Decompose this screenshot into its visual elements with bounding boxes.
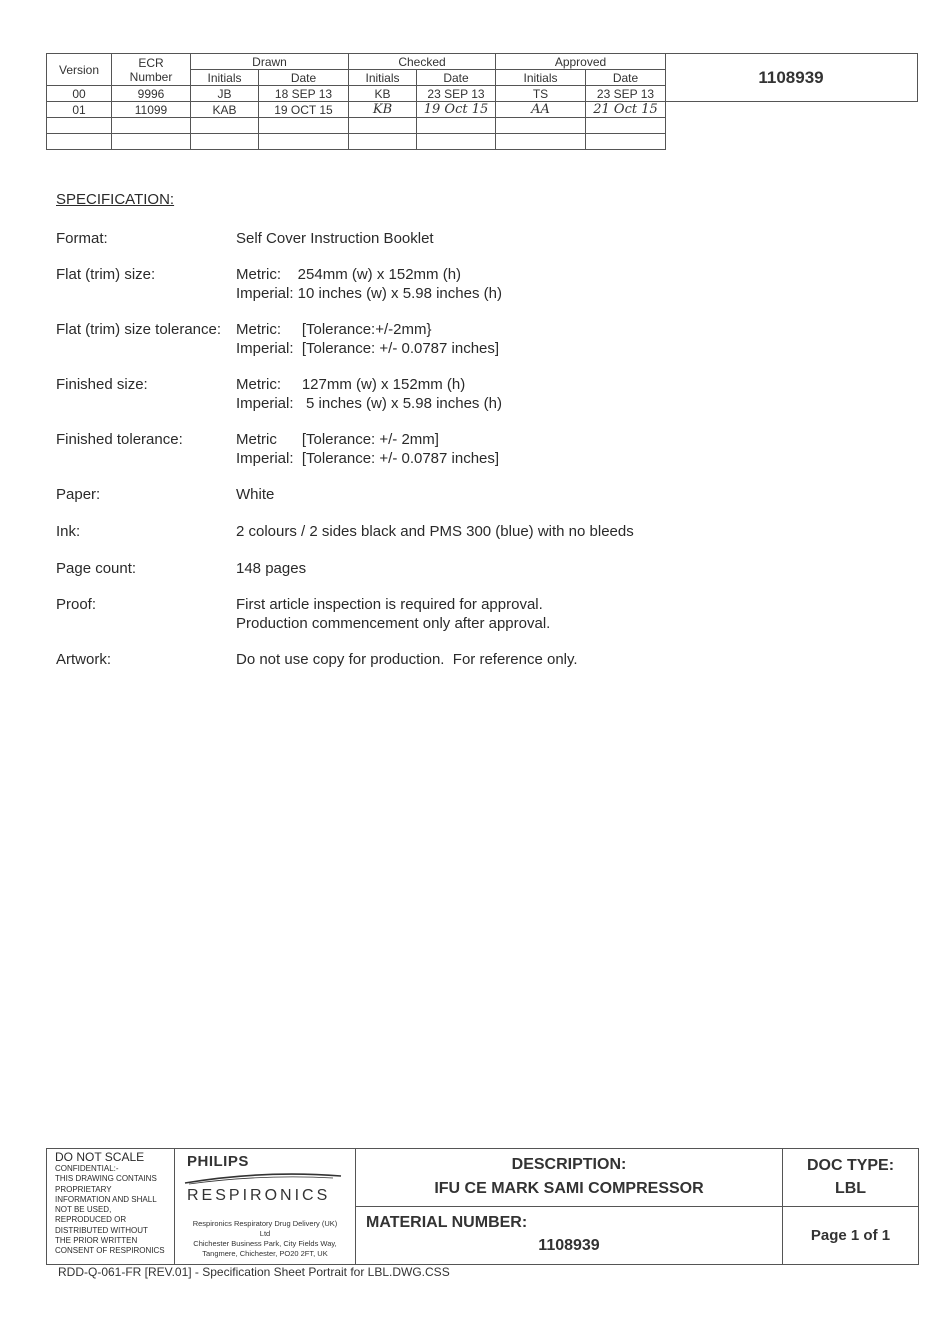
page-number: Page 1 of 1: [810, 1227, 891, 1244]
spec-label: Artwork:: [56, 651, 112, 668]
spec-line: 2 colours / 2 sides black and PMS 300 (blue) with no bleeds: [236, 523, 634, 540]
spec-line: Production commencement only after approval.: [236, 615, 551, 632]
confidential-line: REPRODUCED OR: [55, 1215, 127, 1225]
approved-initials-header: Initials: [496, 70, 586, 86]
approved-date-handwritten: 21 Oct 15: [586, 102, 666, 118]
spec-value: [236, 229, 434, 248]
version-header: Version: [47, 54, 112, 86]
material-label: MATERIAL NUMBER:: [366, 1214, 528, 1231]
philips-logo: PHILIPS: [187, 1153, 249, 1170]
spec-label: Format:: [56, 230, 108, 247]
confidential-line: THE PRIOR WRITTEN: [55, 1236, 138, 1246]
confidential-line: INFORMATION AND SHALL: [55, 1194, 157, 1204]
spec-label: Page count:: [56, 560, 137, 577]
drawn-initials-cell: JB: [191, 86, 259, 102]
company-line: Respironics Respiratory Drug Delivery (UK): [192, 1219, 338, 1228]
doc-type-cell: [783, 1149, 918, 1207]
spec-line: Metric [Tolerance: +/- 2mm]: [236, 431, 439, 448]
spec-line: First article inspection is required for approval.: [236, 596, 543, 613]
company-address: [181, 1219, 349, 1259]
confidential-line: DISTRIBUTED WITHOUT: [55, 1225, 148, 1235]
company-logo-block: [175, 1149, 356, 1264]
spec-line: Metric: [Tolerance:+/-2mm}: [236, 321, 432, 338]
company-line: Tangmere, Chichester, PO20 2FT, UK: [202, 1249, 328, 1258]
spec-value: [236, 595, 550, 633]
spec-value: [236, 265, 502, 303]
specification-heading: SPECIFICATION:: [56, 191, 175, 208]
swoosh-icon: [183, 1172, 343, 1186]
spec-line: Imperial: 10 inches (w) x 5.98 inches (h): [236, 285, 502, 302]
spec-value: [236, 650, 578, 669]
drawn-initials-cell: KAB: [191, 102, 259, 118]
version-cell: 01: [47, 102, 112, 118]
confidential-line: PROPRIETARY: [55, 1184, 112, 1194]
revision-table: [46, 53, 666, 150]
drawn-date-cell: 18 SEP 13: [259, 86, 349, 102]
spec-label: Paper:: [56, 486, 101, 503]
ecr-header: [112, 54, 191, 86]
confidential-line: CONSENT OF RESPIRONICS: [55, 1246, 165, 1256]
spec-value: [236, 485, 274, 504]
checked-date-handwritten: 19 Oct 15: [417, 102, 496, 118]
spec-line: Imperial: 5 inches (w) x 5.98 inches (h): [236, 395, 502, 412]
drawn-header: Drawn: [191, 54, 349, 70]
description-cell: [356, 1149, 783, 1207]
description-label: DESCRIPTION:: [511, 1156, 627, 1173]
spec-value: [236, 430, 499, 468]
spec-line: 148 pages: [236, 560, 307, 577]
approved-initials-cell: TS: [496, 86, 586, 102]
table-row: [47, 86, 666, 102]
respironics-logo: RESPIRONICS: [187, 1187, 331, 1204]
company-line: Ltd: [259, 1229, 271, 1238]
doc-type-label: DOC TYPE:: [806, 1157, 895, 1174]
checked-date-header: Date: [417, 70, 496, 86]
spec-line: Imperial: [Tolerance: +/- 0.0787 inches]: [236, 340, 500, 357]
spec-value: [236, 375, 502, 413]
table-row: [47, 102, 666, 118]
spec-value: [236, 320, 499, 358]
spec-label: Proof:: [56, 596, 97, 613]
approved-initials-handwritten: AA: [496, 102, 586, 118]
spec-line: Metric: 254mm (w) x 152mm (h): [236, 266, 462, 283]
spec-line: Imperial: [Tolerance: +/- 0.0787 inches]: [236, 450, 500, 467]
spec-line: Do not use copy for production. For reference only.: [236, 651, 578, 668]
spec-label: Finished size:: [56, 376, 148, 393]
checked-header: Checked: [349, 54, 496, 70]
checked-initials-cell: KB: [349, 86, 417, 102]
version-cell: 00: [47, 86, 112, 102]
table-row-empty: [47, 134, 666, 150]
approved-date-header: Date: [586, 70, 666, 86]
spec-label: Flat (trim) size:: [56, 266, 156, 283]
confidentiality-notice: [47, 1149, 175, 1264]
title-block: [46, 1148, 919, 1265]
spec-label: Ink:: [56, 523, 81, 540]
drawn-date-cell: 19 OCT 15: [259, 102, 349, 118]
ecr-cell: 9996: [112, 86, 191, 102]
confidential-line: NOT BE USED,: [55, 1205, 112, 1215]
do-not-scale: DO NOT SCALE: [55, 1150, 145, 1164]
company-line: Chichester Business Park, City Fields Way,: [193, 1239, 337, 1248]
spec-label: Finished tolerance:: [56, 431, 183, 448]
spec-line: Self Cover Instruction Booklet: [236, 230, 434, 247]
table-row-empty: [47, 118, 666, 134]
confidential-line: THIS DRAWING CONTAINS: [55, 1174, 157, 1184]
spec-value: [236, 522, 634, 541]
drawn-date-header: Date: [259, 70, 349, 86]
spec-line: White: [236, 486, 275, 503]
checked-date-cell: 23 SEP 13: [417, 86, 496, 102]
ecr-cell: 11099: [112, 102, 191, 118]
approved-date-cell: 23 SEP 13: [586, 86, 666, 102]
part-number: 1108939: [665, 53, 918, 102]
ecr-header-line2: Number: [129, 69, 173, 84]
material-value: 1108939: [538, 1237, 600, 1254]
description-value: IFU CE MARK SAMI COMPRESSOR: [434, 1180, 704, 1197]
spec-label: Flat (trim) size tolerance:: [56, 321, 222, 338]
spec-line: Metric: 127mm (w) x 152mm (h): [236, 376, 466, 393]
spec-value: [236, 559, 306, 578]
ecr-header-line1: ECR: [138, 55, 164, 70]
material-number-cell: [356, 1207, 783, 1264]
approved-header: Approved: [496, 54, 666, 70]
confidential-line: CONFIDENTIAL:-: [55, 1164, 119, 1173]
drawn-initials-header: Initials: [191, 70, 259, 86]
checked-initials-header: Initials: [349, 70, 417, 86]
doc-type-value: LBL: [834, 1180, 867, 1197]
form-reference: RDD-Q-061-FR [REV.01] - Specification Sheet Portrait for LBL.DWG.CSS: [58, 1265, 450, 1279]
checked-initials-handwritten: KB: [349, 102, 417, 118]
